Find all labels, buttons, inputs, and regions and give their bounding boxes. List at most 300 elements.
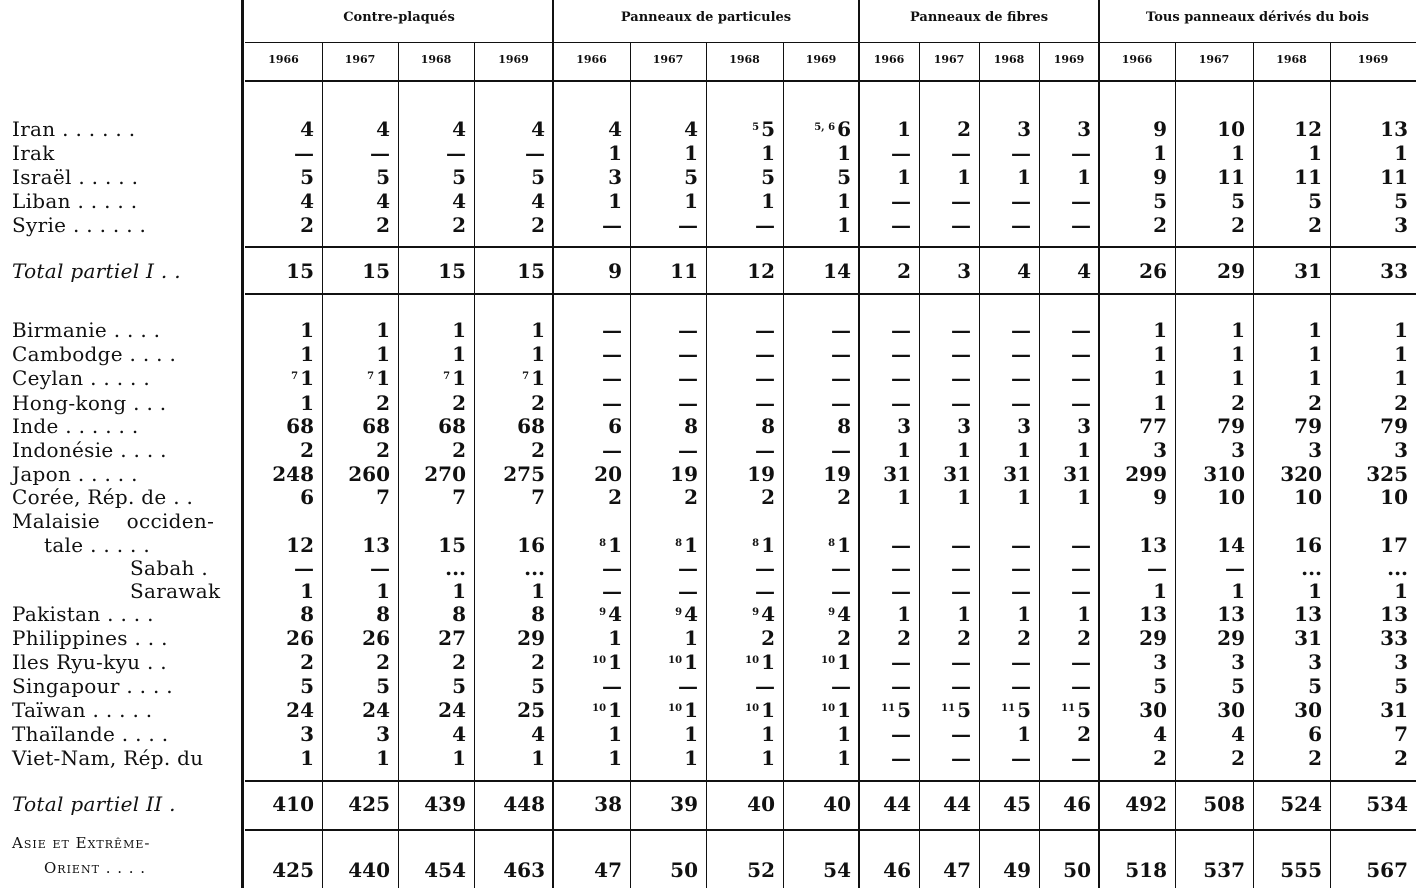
table-cell: 1 <box>684 722 698 746</box>
total-cell: 40 <box>747 792 775 816</box>
row-label <box>12 416 139 436</box>
table-cell: 1 <box>1231 318 1245 342</box>
rule-total-2-bottom <box>245 829 1416 831</box>
table-cell: 1 <box>1017 165 1031 189</box>
cell-value: 1 <box>608 650 622 674</box>
table-cell: — <box>525 141 545 165</box>
total-cell: 12 <box>747 259 775 283</box>
table-cell: 1 <box>957 602 971 626</box>
table-cell: 16 <box>517 533 545 557</box>
table-cell: 1 <box>1231 579 1245 603</box>
year-header: 1966 <box>1121 53 1153 66</box>
row-label <box>12 440 167 460</box>
table-cell: — <box>755 342 775 366</box>
table-cell: — <box>1071 746 1091 770</box>
table-cell: 1 <box>1394 141 1408 165</box>
table-cell: 3 <box>1153 438 1167 462</box>
row-label-text: Cambodge <box>12 342 123 366</box>
table-cell: 5 <box>1308 674 1322 698</box>
table-cell: 1 <box>1394 318 1408 342</box>
table-cell: 260 <box>348 462 390 486</box>
table-cell: — <box>1071 342 1091 366</box>
cell-value: 1 <box>761 533 775 557</box>
total-cell: 3 <box>957 259 971 283</box>
table-cell: 8 <box>452 602 466 626</box>
table-cell: — <box>1071 391 1091 415</box>
table-cell: 9 <box>1153 165 1167 189</box>
leader-dots: . . . . <box>100 602 154 626</box>
table-cell: 2 <box>300 213 314 237</box>
cell-value: 4 <box>837 602 851 626</box>
row-label <box>130 581 220 601</box>
total-cell: 425 <box>272 858 314 882</box>
total-cell: 46 <box>1063 792 1091 816</box>
table-cell: 248 <box>272 462 314 486</box>
row-label-text: Singapour <box>12 674 120 698</box>
row-label-text: Syrie <box>12 213 67 237</box>
table-cell: 1 <box>1231 342 1245 366</box>
row-label-text: Malaisie occiden- <box>12 509 215 533</box>
table-cell: 20 <box>594 462 622 486</box>
row-label-text: Sarawak <box>130 579 221 603</box>
table-cell: 5 <box>684 165 698 189</box>
footnote-marker: 7 <box>367 371 375 382</box>
leader-dots: . . . . . <box>71 462 138 486</box>
row-label <box>12 652 167 672</box>
footnote-marker: 8 <box>828 538 836 549</box>
table-cell: — <box>294 141 314 165</box>
row-label-text: Iles Ryu-kyu <box>12 650 141 674</box>
table-cell: 3 <box>1017 414 1031 438</box>
table-cell <box>859 700 911 720</box>
table-cell: — <box>678 342 698 366</box>
table-cell: 2 <box>1077 626 1091 650</box>
total-cell: 31 <box>1294 259 1322 283</box>
table-cell: — <box>891 391 911 415</box>
table-cell: 1 <box>1017 722 1031 746</box>
table-cell: — <box>1011 189 1031 213</box>
table-cell: 13 <box>1217 602 1245 626</box>
table-cell: 3 <box>1153 650 1167 674</box>
table-cell: 7 <box>1394 722 1408 746</box>
table-cell: 2 <box>376 650 390 674</box>
table-cell: 5 <box>1394 189 1408 213</box>
table-cell: 12 <box>286 533 314 557</box>
table-cell <box>630 652 698 672</box>
table-cell: 4 <box>452 117 466 141</box>
table-cell: 5 <box>1153 674 1167 698</box>
table-cell: — <box>602 366 622 390</box>
table-cell: 3 <box>1231 650 1245 674</box>
rule-total-1-bottom <box>245 293 1416 295</box>
table-cell: — <box>294 556 314 580</box>
table-cell: 1 <box>761 189 775 213</box>
stub-rule <box>241 0 244 888</box>
table-cell: 2 <box>761 485 775 509</box>
leader-dots: . . . . . <box>83 366 151 390</box>
cell-value: 1 <box>608 698 622 722</box>
table-cell: 26 <box>362 626 390 650</box>
table-cell: 26 <box>286 626 314 650</box>
table-cell: 1 <box>897 485 911 509</box>
table-cell: 13 <box>1380 117 1408 141</box>
table-cell: 2 <box>837 626 851 650</box>
table-cell: — <box>1071 189 1091 213</box>
table-cell: 4 <box>300 117 314 141</box>
table-cell: 1 <box>608 746 622 770</box>
table-cell <box>783 604 851 624</box>
row-label-text: Total partiel I <box>12 259 155 283</box>
table-cell: — <box>755 318 775 342</box>
table-cell: 10 <box>1294 485 1322 509</box>
table-cell: 1 <box>300 318 314 342</box>
table-cell: 1 <box>452 579 466 603</box>
table-cell: 8 <box>761 414 775 438</box>
row-label <box>12 464 138 484</box>
table-cell: 3 <box>1231 438 1245 462</box>
table-cell: 2 <box>1394 746 1408 770</box>
table-cell: 5 <box>1231 189 1245 213</box>
cell-value: 1 <box>531 366 545 390</box>
cell-value: 5 <box>1077 698 1091 722</box>
table-cell: — <box>891 746 911 770</box>
row-label-text: Corée, Rép. de <box>12 485 167 509</box>
table-cell: 1 <box>1077 602 1091 626</box>
row-label <box>12 393 166 413</box>
table-cell: 3 <box>1394 213 1408 237</box>
leader-dots: . . <box>166 485 194 509</box>
table-cell: 5 <box>761 165 775 189</box>
table-cell <box>979 700 1031 720</box>
total-cell: 15 <box>438 259 466 283</box>
table-cell: 3 <box>1077 414 1091 438</box>
row-label <box>12 487 193 507</box>
table-cell: 2 <box>376 438 390 462</box>
table-cell: 10 <box>1217 117 1245 141</box>
total-cell: 410 <box>272 792 314 816</box>
table-cell: — <box>831 318 851 342</box>
category-header: Panneaux de fibres <box>909 10 1049 25</box>
leader-dots: . . <box>140 650 167 674</box>
table-cell: 325 <box>1366 462 1408 486</box>
table-cell: 4 <box>300 189 314 213</box>
row-label-text: Pakistan <box>12 602 101 626</box>
table-cell: 6 <box>1308 722 1322 746</box>
header-rule-mid <box>245 42 1416 43</box>
row-label <box>44 535 150 555</box>
table-cell: 8 <box>837 414 851 438</box>
footnote-marker: 10 <box>668 655 683 666</box>
table-cell: 19 <box>747 462 775 486</box>
table-cell: — <box>678 391 698 415</box>
table-cell: — <box>678 213 698 237</box>
table-cell: — <box>755 556 775 580</box>
table-cell: 1 <box>452 342 466 366</box>
table-cell: 2 <box>1231 213 1245 237</box>
table-cell: 1 <box>1308 318 1322 342</box>
row-label-text: Sabah <box>130 556 195 580</box>
table-cell: — <box>951 366 971 390</box>
total-cell: 11 <box>670 259 698 283</box>
row-label-text: Thaïlande <box>12 722 116 746</box>
table-cell <box>706 604 775 624</box>
table-cell: 1 <box>1153 391 1167 415</box>
table-cell: 2 <box>531 391 545 415</box>
year-header: 1969 <box>1357 53 1389 66</box>
row-label-text: Irak <box>12 141 55 165</box>
row-label <box>12 320 160 340</box>
table-cell <box>1039 700 1091 720</box>
table-cell: — <box>951 213 971 237</box>
row-label <box>12 724 168 744</box>
table-cell: 3 <box>1394 650 1408 674</box>
table-cell: 1 <box>1017 438 1031 462</box>
table-cell <box>706 652 775 672</box>
row-label <box>12 191 137 211</box>
table-cell: — <box>602 438 622 462</box>
table-cell <box>553 652 622 672</box>
row-label-text: Birmanie <box>12 318 108 342</box>
table-cell: — <box>1071 556 1091 580</box>
table-cell: 2 <box>452 650 466 674</box>
table-cell: 2 <box>1077 722 1091 746</box>
table-cell: 2 <box>300 650 314 674</box>
total-cell: 9 <box>608 259 622 283</box>
footnote-marker: 10 <box>668 703 683 714</box>
total-cell: 508 <box>1203 792 1245 816</box>
table-cell: 1 <box>531 746 545 770</box>
table-cell: 8 <box>300 602 314 626</box>
footnote-marker: 10 <box>821 655 836 666</box>
table-cell: 2 <box>1394 391 1408 415</box>
total-cell: 524 <box>1280 792 1322 816</box>
total-cell: 454 <box>424 858 466 882</box>
table-cell: ... <box>1301 556 1322 580</box>
cell-value: 1 <box>300 366 314 390</box>
year-header: 1968 <box>1276 53 1307 66</box>
total-cell: 47 <box>594 858 622 882</box>
cell-value: 1 <box>837 650 851 674</box>
cell-value: 1 <box>452 366 466 390</box>
footnote-marker: 9 <box>599 607 607 618</box>
footnote-marker: 9 <box>675 607 683 618</box>
table-cell: — <box>602 674 622 698</box>
leader-dots: . . . . . . <box>55 117 136 141</box>
table-cell: 1 <box>608 626 622 650</box>
total-cell: 15 <box>286 259 314 283</box>
footnote-marker: 11 <box>881 703 896 714</box>
total-cell: 29 <box>1217 259 1245 283</box>
table-cell: 1 <box>1308 579 1322 603</box>
table-cell: 2 <box>1153 213 1167 237</box>
row-label-text: Asie et Extrême- <box>12 834 151 852</box>
table-cell: 1 <box>1017 485 1031 509</box>
table-cell: 4 <box>1231 722 1245 746</box>
total-cell: 440 <box>348 858 390 882</box>
table-cell: 1 <box>1153 318 1167 342</box>
table-cell: 79 <box>1217 414 1245 438</box>
total-cell: 439 <box>424 792 466 816</box>
row-label <box>12 794 176 814</box>
category-header: Tous panneaux dérivés du bois <box>1146 10 1369 25</box>
footnote-marker: 7 <box>522 371 530 382</box>
footnote-marker: 8 <box>599 538 607 549</box>
table-cell: 13 <box>362 533 390 557</box>
leader-dots: . . . . . <box>71 165 139 189</box>
table-cell: 5 <box>1308 189 1322 213</box>
rule-total-1-top <box>245 246 1416 248</box>
cell-value: 1 <box>837 533 851 557</box>
table-cell: — <box>1071 579 1091 603</box>
table-cell: 68 <box>286 414 314 438</box>
table-cell: 1 <box>897 117 911 141</box>
table-cell: — <box>831 366 851 390</box>
total-cell: 518 <box>1125 858 1167 882</box>
table-cell <box>706 700 775 720</box>
table-cell: 3 <box>1017 117 1031 141</box>
table-cell <box>398 368 466 388</box>
table-cell <box>322 368 390 388</box>
total-cell: 4 <box>1017 259 1031 283</box>
table-cell: ... <box>445 556 466 580</box>
table-cell: 1 <box>897 438 911 462</box>
table-cell: 1 <box>300 746 314 770</box>
table-cell: — <box>951 318 971 342</box>
table-cell: 3 <box>1308 438 1322 462</box>
table-cell: — <box>951 674 971 698</box>
table-cell: 5 <box>300 674 314 698</box>
row-label-text: Total partiel II <box>12 792 163 816</box>
row-label <box>12 344 176 364</box>
table-cell: 1 <box>1231 141 1245 165</box>
leader-dots: . . . . . <box>70 189 138 213</box>
table-cell: 5 <box>452 165 466 189</box>
table-cell: 1 <box>1153 579 1167 603</box>
cell-value: 5 <box>897 698 911 722</box>
table-cell: ... <box>1387 556 1408 580</box>
table-cell: 320 <box>1280 462 1322 486</box>
table-cell: 3 <box>300 722 314 746</box>
table-cell: 1 <box>608 189 622 213</box>
table-cell: — <box>1071 213 1091 237</box>
table-cell: 19 <box>823 462 851 486</box>
row-label-text: Ceylan <box>12 366 84 390</box>
leader-dots: . . . . <box>115 722 169 746</box>
table-cell: 1 <box>1077 165 1091 189</box>
leader-dots: . <box>162 792 176 816</box>
table-cell: 5 <box>1153 189 1167 213</box>
table-cell: 1 <box>684 189 698 213</box>
table-cell: — <box>891 189 911 213</box>
footnote-marker: 8 <box>675 538 683 549</box>
table-cell: — <box>1147 556 1167 580</box>
table-cell: 1 <box>376 342 390 366</box>
year-header: 1967 <box>933 53 965 66</box>
table-cell: 2 <box>452 391 466 415</box>
row-label <box>12 143 55 163</box>
table-cell: 7 <box>531 485 545 509</box>
table-cell <box>706 535 775 555</box>
total-cell: 14 <box>823 259 851 283</box>
table-cell: — <box>891 722 911 746</box>
table-cell: 2 <box>957 117 971 141</box>
footnote-marker: 10 <box>592 655 607 666</box>
table-cell: 1 <box>531 318 545 342</box>
leader-dots: . . . . <box>113 438 167 462</box>
table-cell: — <box>831 556 851 580</box>
row-label <box>12 368 150 388</box>
table-cell: 2 <box>1017 626 1031 650</box>
table-cell: 10 <box>1380 485 1408 509</box>
year-header: 1967 <box>652 53 684 66</box>
table-cell: — <box>1071 650 1091 674</box>
table-cell: 3 <box>1394 438 1408 462</box>
year-header: 1968 <box>993 53 1025 66</box>
table-cell <box>783 652 851 672</box>
total-cell: 4 <box>1077 259 1091 283</box>
table-cell: — <box>891 213 911 237</box>
table-cell: 2 <box>1231 391 1245 415</box>
total-cell: 492 <box>1125 792 1167 816</box>
table-cell: 13 <box>1139 602 1167 626</box>
year-header: 1966 <box>268 53 299 66</box>
table-cell: 4 <box>452 722 466 746</box>
total-cell: 555 <box>1280 858 1322 882</box>
table-cell <box>783 119 851 139</box>
table-cell: — <box>602 391 622 415</box>
table-cell: 2 <box>957 626 971 650</box>
row-label <box>130 558 208 578</box>
table-cell: 2 <box>897 626 911 650</box>
table-cell: 4 <box>531 722 545 746</box>
table-cell: 3 <box>1308 650 1322 674</box>
table-cell: 2 <box>761 626 775 650</box>
leader-dots: . . . . <box>99 859 147 877</box>
table-cell: — <box>602 213 622 237</box>
table-cell <box>919 700 971 720</box>
table-cell: 5 <box>531 165 545 189</box>
table-cell: — <box>755 579 775 603</box>
table-cell: — <box>1011 533 1031 557</box>
table-cell: — <box>1011 141 1031 165</box>
table-cell: — <box>678 556 698 580</box>
row-label-text: tale <box>44 533 84 557</box>
table-cell: 2 <box>300 438 314 462</box>
table-cell: 9 <box>1153 117 1167 141</box>
table-cell: — <box>678 366 698 390</box>
row-label-text: Japon <box>12 462 72 486</box>
total-cell: 44 <box>943 792 971 816</box>
table-cell: 1 <box>837 722 851 746</box>
table-cell: 1 <box>957 165 971 189</box>
table-cell: — <box>891 318 911 342</box>
table-cell: — <box>1011 391 1031 415</box>
table-cell: 1 <box>1231 366 1245 390</box>
table-cell: 4 <box>684 117 698 141</box>
table-cell: — <box>1011 650 1031 674</box>
table-cell: 1 <box>531 579 545 603</box>
footnote-marker: 11 <box>1001 703 1016 714</box>
table-cell: 1 <box>684 746 698 770</box>
table-cell: 1 <box>1153 342 1167 366</box>
table-cell: 30 <box>1217 698 1245 722</box>
leader-dots: . . . . . . <box>58 414 139 438</box>
table-cell: — <box>755 674 775 698</box>
table-cell: 2 <box>452 438 466 462</box>
footnote-marker: 9 <box>752 607 760 618</box>
total-cell: 47 <box>943 858 971 882</box>
table-cell <box>245 368 314 388</box>
